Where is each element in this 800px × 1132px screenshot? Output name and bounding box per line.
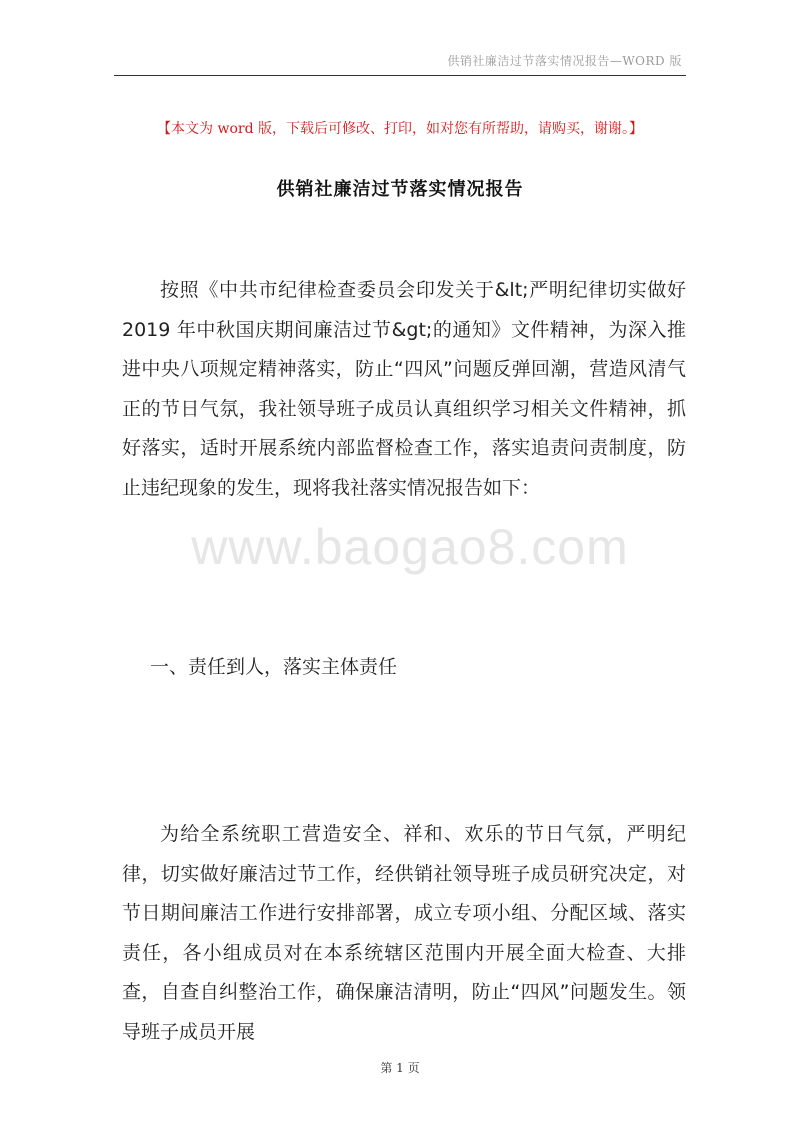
purchase-notice: 【本文为 word 版，下载后可修改、打印，如对您有所帮助，请购买，谢谢。】 (157, 121, 643, 137)
section-heading-1: 一、责任到人，落实主体责任 (150, 656, 398, 678)
body-paragraph-intro: 按照《中共市纪律检查委员会印发关于&lt;严明纪律切实做好 2019 年中秋国庆期间廉洁过节&gt;的通知》文件精神，为深入推进中央八项规定精神落实，防止“四风”问题反弹回潮，营造风清气正的节日气氛，我社领导班子成员认真组织学习相关文件精神，抓好落实，适时开展系统内部监督检查工作，落实追责问责制度，防止违纪现象的发生，现将我社落实情况报告如下： (122, 279, 686, 499)
body-paragraph-section-1: 为给全系统职工营造安全、祥和、欢乐的节日气氛，严明纪律，切实做好廉洁过节工作，经供销社领导班子成员研究决定，对节日期间廉洁工作进行安排部署，成立专项小组、分配区域、落实责任，各小组成员对在本系统辖区范围内开展全面大检查、大排查，自查自纠整治工作，确保廉洁清明，防止“四风”问题发生。领导班子成员开展 (122, 823, 686, 1043)
site-watermark: www.baogao8.com (191, 519, 629, 575)
header-divider (114, 75, 686, 76)
page-number: 第 1 页 (380, 1061, 420, 1075)
document-title: 供销社廉洁过节落实情况报告 (276, 179, 524, 200)
running-header: 供销社廉洁过节落实情况报告—WORD 版 (447, 54, 682, 68)
